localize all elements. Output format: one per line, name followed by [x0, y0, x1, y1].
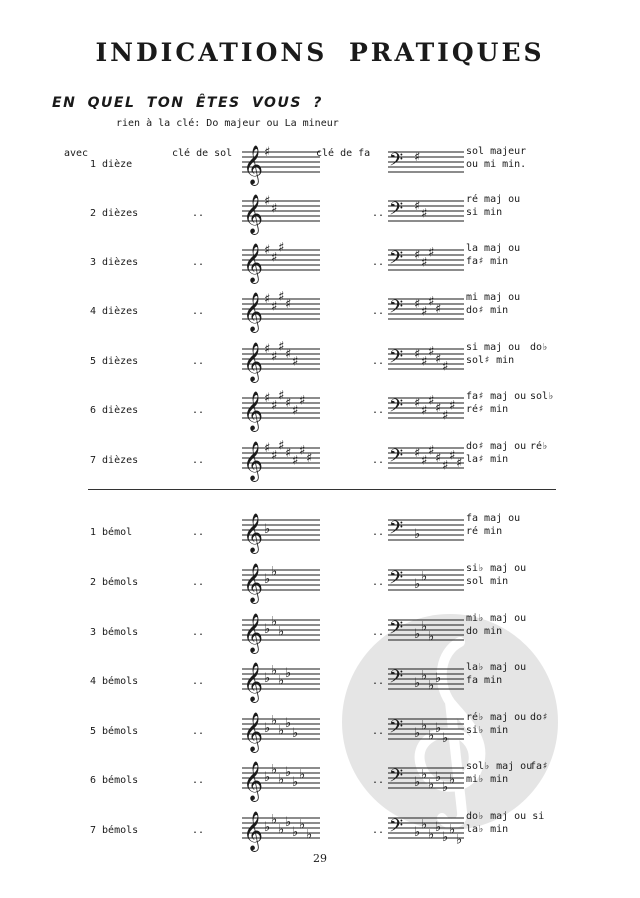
- flat-icon: ♭: [414, 627, 421, 642]
- enharmonic-key: fa♯: [530, 761, 549, 772]
- enharmonic-key: sol♭: [530, 391, 555, 402]
- key-result-line: do♯ maj ou: [466, 441, 527, 452]
- flat-icon: ♭: [421, 619, 428, 635]
- flat-icon: ♭: [456, 832, 463, 848]
- treble-staff: [242, 608, 320, 653]
- flat-icon: ♭: [285, 815, 292, 830]
- sharp-icon: ♯: [414, 446, 421, 461]
- key-result-line: la maj ou: [466, 243, 521, 254]
- bass-clef-icon: 𝄢: [389, 816, 404, 841]
- leader-dots: ..: [372, 527, 385, 538]
- key-result: [466, 440, 526, 466]
- key-result-line: ré♭ maj ou: [466, 712, 527, 723]
- flat-icon: ♭: [271, 614, 278, 630]
- treble-clef-icon: 𝄞: [243, 342, 264, 382]
- sharp-icon: ♯: [278, 289, 285, 305]
- sharp-icon: ♯: [428, 245, 435, 261]
- key-signature-label: 2 bémols: [90, 577, 139, 588]
- flat-icon: ♭: [278, 822, 285, 838]
- treble-staff: [242, 287, 320, 332]
- sharp-icon: ♯: [421, 304, 428, 320]
- key-result-line: mi♭ maj ou: [466, 613, 527, 624]
- bass-staff: [388, 140, 464, 180]
- key-signature-label: 2 dièzes: [90, 208, 139, 219]
- flat-icon: ♭: [271, 663, 278, 679]
- sharp-icon: ♯: [428, 393, 435, 409]
- sharp-icon: ♯: [299, 393, 306, 409]
- leader-dots: ..: [192, 527, 205, 538]
- bass-clef-icon: 𝄢: [389, 446, 404, 471]
- sharp-icon: ♯: [456, 456, 463, 471]
- flat-icon: ♭: [421, 569, 428, 585]
- flat-icon: ♭: [264, 671, 271, 686]
- flat-icon: ♭: [449, 822, 456, 838]
- leader-dots: ..: [372, 455, 385, 466]
- treble-clef-icon: 𝄞: [243, 243, 264, 283]
- leader-dots: ..: [192, 208, 205, 219]
- leader-dots: ..: [372, 257, 385, 268]
- intro-note: rien à la clé: Do majeur ou La mineur: [116, 118, 339, 129]
- sharp-icon: ♯: [264, 391, 271, 406]
- sharp-icon: ♯: [428, 294, 435, 310]
- flat-icon: ♭: [435, 721, 442, 736]
- leader-dots: ..: [372, 356, 385, 367]
- key-result: [466, 562, 526, 588]
- key-result: [466, 193, 520, 219]
- bass-clef-icon: 𝄢: [389, 347, 404, 372]
- bass-staff: [388, 608, 464, 648]
- sharp-icon: ♯: [421, 403, 428, 419]
- sharp-icon: ♯: [435, 352, 442, 367]
- treble-clef-icon: 𝄞: [243, 441, 264, 481]
- flat-icon: ♭: [278, 673, 285, 689]
- leader-dots: ..: [372, 726, 385, 737]
- bass-staff: [388, 436, 464, 476]
- sharp-icon: ♯: [271, 250, 278, 266]
- key-result-line: do♯ min: [466, 305, 509, 316]
- bass-staff: [388, 189, 464, 229]
- sharp-icon: ♯: [264, 342, 271, 357]
- key-result-line: si♭ maj ou: [466, 563, 527, 574]
- treble-clef-icon: 𝄞: [243, 662, 264, 702]
- sharp-icon: ♯: [414, 248, 421, 263]
- sharp-icon: ♯: [414, 199, 421, 214]
- flat-icon: ♭: [285, 716, 292, 731]
- key-result-line: la♯ min: [466, 454, 509, 465]
- flat-icon: ♭: [414, 775, 421, 790]
- leader-dots: ..: [372, 676, 385, 687]
- flat-icon: ♭: [264, 572, 271, 587]
- key-signature-label: 3 bémols: [90, 627, 139, 638]
- sharp-icon: ♯: [435, 302, 442, 317]
- leader-dots: ..: [372, 627, 385, 638]
- flat-icon: ♭: [264, 522, 271, 537]
- bass-clef-icon: 𝄢: [389, 518, 404, 543]
- sharp-icon: ♯: [414, 297, 421, 312]
- key-result-line: do♭ maj ou si: [466, 811, 545, 822]
- sharp-icon: ♯: [421, 255, 428, 271]
- flat-icon: ♭: [299, 767, 306, 783]
- treble-staff: [242, 238, 320, 283]
- leader-dots: ..: [372, 306, 385, 317]
- leader-dots: ..: [192, 627, 205, 638]
- flat-icon: ♭: [428, 777, 435, 793]
- key-signature-label: 1 dièze: [90, 159, 133, 170]
- key-result: [466, 341, 520, 367]
- key-result-line: ré maj ou: [466, 194, 521, 205]
- key-signature-label: 5 bémols: [90, 726, 139, 737]
- key-result-line: fa♯ min: [466, 256, 509, 267]
- sharp-icon: ♯: [428, 443, 435, 459]
- leader-dots: ..: [372, 775, 385, 786]
- sharp-icon: ♯: [421, 453, 428, 469]
- sharp-icon: ♯: [285, 396, 292, 411]
- treble-staff: [242, 508, 320, 553]
- flat-icon: ♭: [435, 820, 442, 835]
- bass-clef-icon: 𝄢: [389, 667, 404, 692]
- flat-icon: ♭: [442, 830, 449, 845]
- flat-icon: ♭: [285, 765, 292, 780]
- key-result-line: ré min: [466, 526, 503, 537]
- leader-dots: ..: [192, 775, 205, 786]
- key-signature-label: 3 dièzes: [90, 257, 139, 268]
- key-result: [466, 145, 526, 171]
- flat-icon: ♭: [271, 762, 278, 778]
- key-result: [466, 242, 520, 268]
- key-result-line: do min: [466, 626, 503, 637]
- bass-clef-icon: 𝄢: [389, 199, 404, 224]
- treble-staff: [242, 140, 320, 185]
- sharp-icon: ♯: [278, 240, 285, 256]
- key-result-line: sol min: [466, 576, 509, 587]
- treble-staff: [242, 558, 320, 603]
- key-signature-label: 4 dièzes: [90, 306, 139, 317]
- enharmonic-key: do♭: [530, 342, 549, 353]
- bass-staff: [388, 707, 464, 747]
- sharp-icon: ♯: [442, 359, 449, 375]
- flat-icon: ♭: [292, 726, 299, 741]
- flat-icon: ♭: [414, 825, 421, 840]
- bass-clef-icon: 𝄢: [389, 297, 404, 322]
- bass-staff: [388, 337, 464, 377]
- sharp-icon: ♯: [435, 451, 442, 466]
- bass-clef-icon: 𝄢: [389, 568, 404, 593]
- treble-staff: [242, 806, 320, 851]
- bass-staff: [388, 657, 464, 697]
- key-signature-label: 6 dièzes: [90, 405, 139, 416]
- key-result-line: si♭ min: [466, 725, 509, 736]
- key-result: [466, 390, 526, 416]
- flat-icon: ♭: [292, 775, 299, 790]
- leader-dots: ..: [372, 405, 385, 416]
- key-signature-label: 5 dièzes: [90, 356, 139, 367]
- bass-clef-icon: 𝄢: [389, 766, 404, 791]
- sharp-icon: ♯: [414, 347, 421, 362]
- sharp-icon: ♯: [278, 339, 285, 355]
- sharp-icon: ♯: [449, 448, 456, 464]
- flat-icon: ♭: [442, 731, 449, 746]
- key-signature-label: 7 dièzes: [90, 455, 139, 466]
- flat-icon: ♭: [421, 718, 428, 734]
- section-heading: EN QUEL TON ÊTES VOUS ?: [52, 95, 323, 111]
- flat-icon: ♭: [414, 577, 421, 592]
- sharp-icon: ♯: [264, 145, 271, 160]
- key-result-line: ré♯ min: [466, 404, 509, 415]
- key-result-line: fa♯ maj ou: [466, 391, 527, 402]
- sharp-icon: ♯: [299, 443, 306, 459]
- sharp-icon: ♯: [271, 398, 278, 414]
- key-result: [466, 711, 526, 737]
- bass-clef-icon: 𝄢: [389, 248, 404, 273]
- leader-dots: ..: [192, 825, 205, 836]
- leader-dots: ..: [372, 825, 385, 836]
- treble-clef-icon: 𝄞: [243, 513, 264, 553]
- key-result-line: sol♯ min: [466, 355, 515, 366]
- bass-staff: [388, 386, 464, 426]
- sharp-icon: ♯: [278, 438, 285, 454]
- treble-clef-icon: 𝄞: [243, 811, 264, 851]
- sharp-icon: ♯: [285, 347, 292, 362]
- sharp-icon: ♯: [449, 398, 456, 414]
- key-result-line: la♭ maj ou: [466, 662, 527, 673]
- key-signature-label: 1 bémol: [90, 527, 133, 538]
- flat-icon: ♭: [278, 624, 285, 640]
- flat-icon: ♭: [271, 713, 278, 729]
- leader-dots: ..: [192, 405, 205, 416]
- flat-icon: ♭: [271, 812, 278, 828]
- enharmonic-key: ré♭: [530, 441, 549, 452]
- sharp-icon: ♯: [442, 408, 449, 424]
- sharp-icon: ♯: [264, 441, 271, 456]
- bass-clef-icon: 𝄢: [389, 618, 404, 643]
- flat-icon: ♭: [264, 721, 271, 736]
- sharp-icon: ♯: [285, 446, 292, 461]
- treble-clef-icon: 𝄞: [243, 391, 264, 431]
- flat-icon: ♭: [264, 770, 271, 785]
- flat-icon: ♭: [278, 723, 285, 739]
- sharp-icon: ♯: [292, 403, 299, 419]
- treble-clef-icon: 𝄞: [243, 613, 264, 653]
- treble-staff: [242, 756, 320, 801]
- leader-dots: ..: [372, 577, 385, 588]
- flat-icon: ♭: [299, 817, 306, 833]
- treble-staff: [242, 657, 320, 702]
- key-result: [466, 612, 526, 638]
- bass-clef-icon: 𝄢: [389, 717, 404, 742]
- flat-icon: ♭: [414, 527, 421, 542]
- header-treble-clef: clé de sol: [172, 148, 233, 159]
- flat-icon: ♭: [435, 671, 442, 686]
- key-result-line: ou mi min.: [466, 159, 527, 170]
- sharp-icon: ♯: [264, 194, 271, 209]
- bass-staff: [388, 806, 464, 846]
- sharp-icon: ♯: [306, 451, 313, 466]
- key-result-line: fa maj ou: [466, 513, 521, 524]
- flat-icon: ♭: [428, 728, 435, 744]
- flat-icon: ♭: [428, 678, 435, 694]
- sharp-icon: ♯: [285, 297, 292, 312]
- sharp-icon: ♯: [271, 201, 278, 217]
- key-result-line: sol majeur: [466, 146, 527, 157]
- treble-staff: [242, 386, 320, 431]
- leader-dots: ..: [372, 208, 385, 219]
- sharp-icon: ♯: [278, 388, 285, 404]
- leader-dots: ..: [192, 577, 205, 588]
- leader-dots: ..: [192, 676, 205, 687]
- bass-clef-icon: 𝄢: [389, 150, 404, 175]
- treble-staff: [242, 707, 320, 752]
- treble-clef-icon: 𝄞: [243, 563, 264, 603]
- key-result-line: si min: [466, 207, 503, 218]
- sharp-icon: ♯: [271, 349, 278, 365]
- leader-dots: ..: [192, 306, 205, 317]
- bass-staff: [388, 238, 464, 278]
- key-result-line: si maj ou: [466, 342, 521, 353]
- sharp-icon: ♯: [264, 243, 271, 258]
- sharp-icon: ♯: [414, 396, 421, 411]
- treble-staff: [242, 189, 320, 234]
- key-result-line: la♭ min: [466, 824, 509, 835]
- sharp-icon: ♯: [264, 292, 271, 307]
- key-result-line: sol♭ maj ou: [466, 761, 533, 772]
- header-bass-clef: clé de fa: [316, 148, 371, 159]
- bass-staff: [388, 756, 464, 796]
- flat-icon: ♭: [449, 772, 456, 788]
- flat-icon: ♭: [278, 772, 285, 788]
- leader-dots: ..: [192, 455, 205, 466]
- flat-icon: ♭: [442, 780, 449, 795]
- flat-icon: ♭: [306, 827, 313, 843]
- leader-dots: ..: [192, 257, 205, 268]
- flat-icon: ♭: [264, 820, 271, 835]
- treble-clef-icon: 𝄞: [243, 292, 264, 332]
- flat-icon: ♭: [421, 767, 428, 783]
- treble-clef-icon: 𝄞: [243, 712, 264, 752]
- bass-clef-icon: 𝄢: [389, 396, 404, 421]
- page-title: INDICATIONS PRATIQUES: [95, 38, 545, 67]
- key-result: [466, 291, 520, 317]
- flat-icon: ♭: [414, 726, 421, 741]
- leader-dots: ..: [192, 726, 205, 737]
- key-result: [466, 810, 544, 836]
- sharp-icon: ♯: [292, 453, 299, 469]
- treble-clef-icon: 𝄞: [243, 761, 264, 801]
- key-result: [466, 661, 526, 687]
- flat-icon: ♭: [271, 564, 278, 580]
- page-number: 29: [313, 852, 327, 865]
- treble-clef-icon: 𝄞: [243, 145, 264, 185]
- sharp-icon: ♯: [271, 299, 278, 315]
- sharp-icon: ♯: [442, 458, 449, 474]
- flat-icon: ♭: [428, 827, 435, 843]
- key-result-line: mi♭ min: [466, 774, 509, 785]
- treble-staff: [242, 436, 320, 481]
- bass-staff: [388, 558, 464, 598]
- flat-icon: ♭: [264, 622, 271, 637]
- flat-icon: ♭: [292, 825, 299, 840]
- enharmonic-key: do♯: [530, 712, 549, 723]
- sharp-icon: ♯: [428, 344, 435, 360]
- sharp-icon: ♯: [421, 354, 428, 370]
- header-avec: avec: [64, 148, 89, 159]
- flat-icon: ♭: [285, 666, 292, 681]
- flat-icon: ♭: [421, 668, 428, 684]
- sharp-icon: ♯: [421, 206, 428, 222]
- sharp-icon: ♯: [414, 150, 421, 165]
- flat-icon: ♭: [428, 629, 435, 645]
- bass-staff: [388, 508, 464, 548]
- leader-dots: ..: [192, 356, 205, 367]
- flat-icon: ♭: [421, 817, 428, 833]
- flat-icon: ♭: [435, 770, 442, 785]
- treble-staff: [242, 337, 320, 382]
- key-signature-label: 7 bémols: [90, 825, 139, 836]
- flat-icon: ♭: [414, 676, 421, 691]
- sharp-icon: ♯: [271, 448, 278, 464]
- bass-staff: [388, 287, 464, 327]
- treble-clef-icon: 𝄞: [243, 194, 264, 234]
- key-result: [466, 512, 520, 538]
- key-result-line: fa min: [466, 675, 503, 686]
- sharp-icon: ♯: [435, 401, 442, 416]
- section-divider: [88, 489, 556, 490]
- key-signature-label: 6 bémols: [90, 775, 139, 786]
- key-result: [466, 760, 532, 786]
- sharp-icon: ♯: [292, 354, 299, 370]
- key-result-line: mi maj ou: [466, 292, 521, 303]
- key-signature-label: 4 bémols: [90, 676, 139, 687]
